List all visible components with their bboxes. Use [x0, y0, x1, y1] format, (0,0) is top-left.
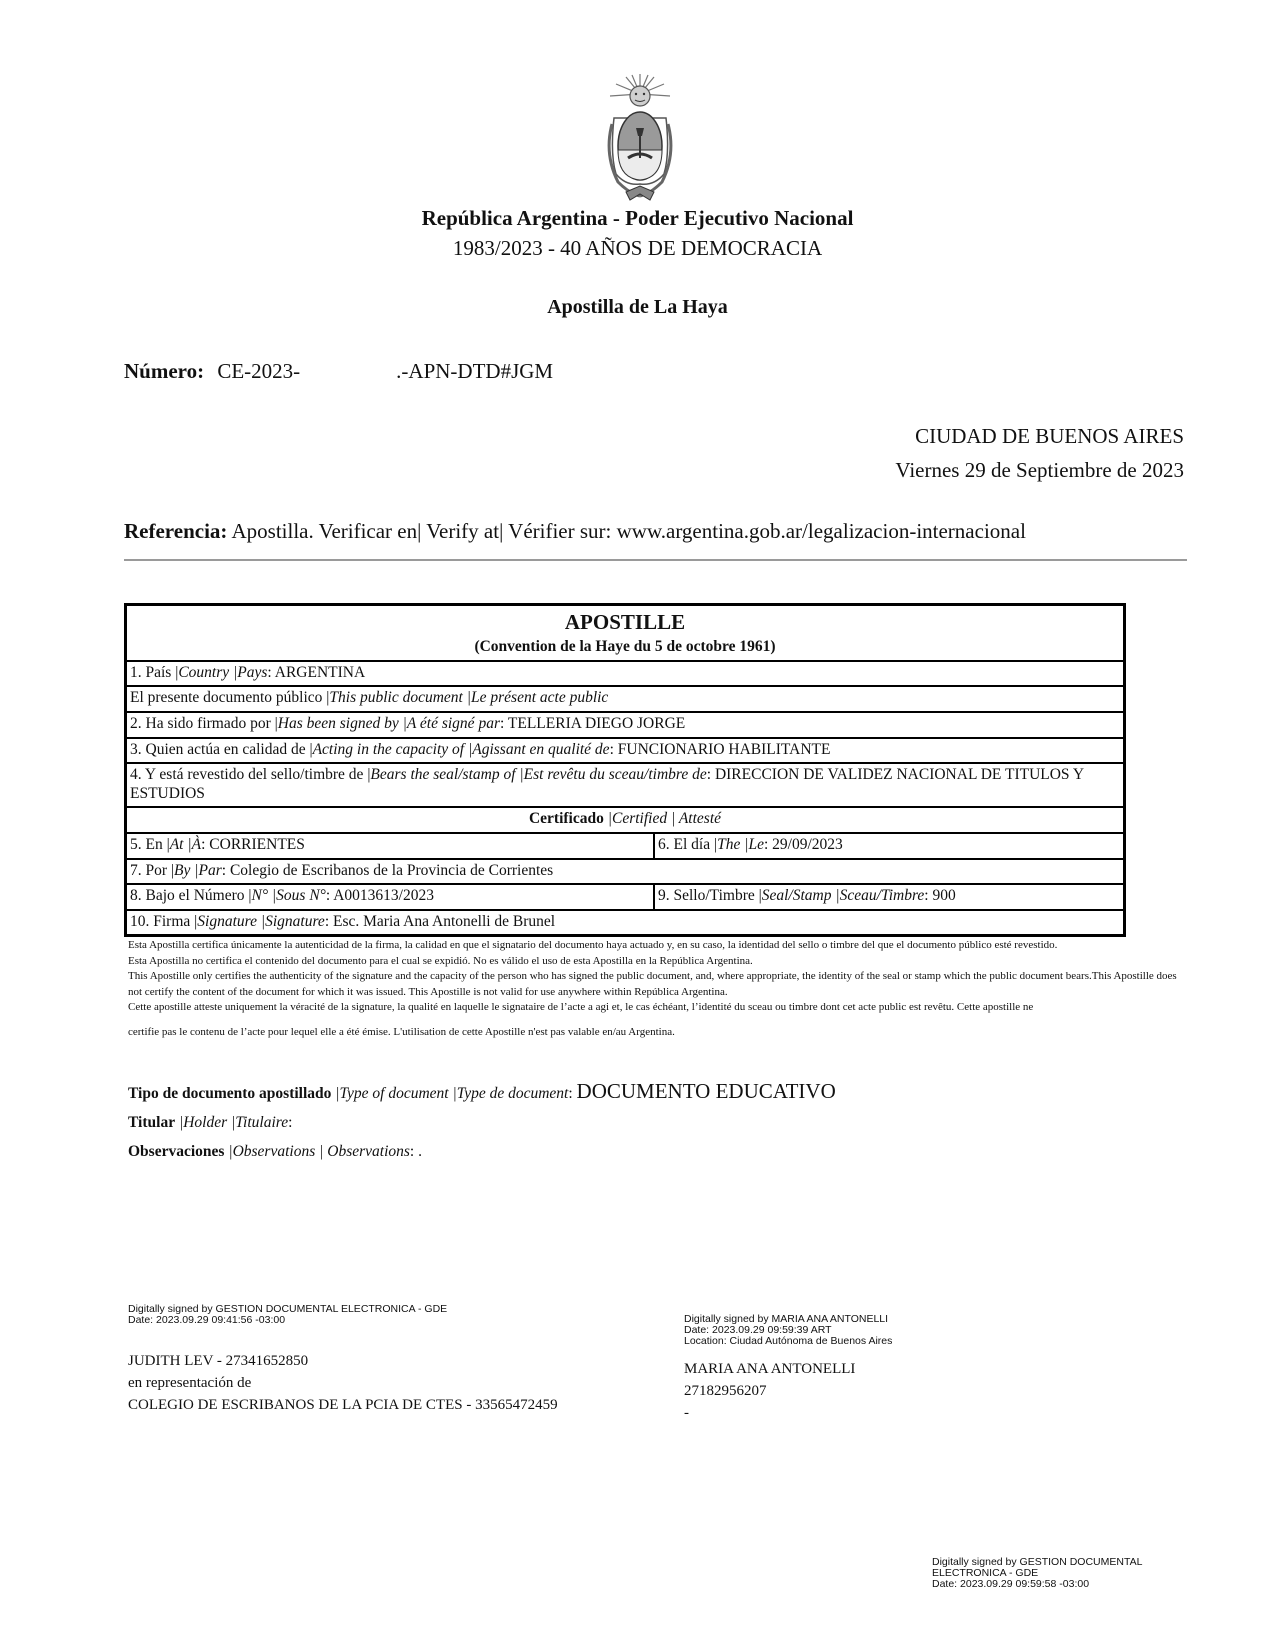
place-value: CORRIENTES [209, 835, 305, 853]
certified-label: Certificado [528, 810, 604, 828]
dig-line: Date: 2023.09.29 09:59:39 ART [684, 1324, 832, 1336]
label-es: 6. El día | [658, 835, 718, 853]
obs-value: . [414, 1143, 422, 1160]
reference-label: Referencia: [124, 519, 228, 543]
label-en: Seal/Stamp | [761, 887, 840, 905]
disclaimer-es-1: Esta Apostilla certifica únicamente la autenticidad de la firma, la calidad en que el signatario del documento haya actuado y, en su caso, la identidad del sello o timbre del que el documento público esté revestido. [128, 939, 1058, 951]
separator: : [499, 714, 508, 732]
separator: : [324, 912, 333, 930]
signature-value: Esc. Maria Ana Antonelli de Brunel [333, 912, 556, 930]
issue-city: CIUDAD DE BUENOS AIRES [915, 424, 1184, 448]
label-fr: À [191, 835, 202, 853]
titular-alt: |Holder |Titulaire [175, 1114, 289, 1131]
separator: : [924, 887, 933, 905]
row-by [127, 858, 1123, 884]
label-fr: Le [748, 835, 764, 853]
row-capacity [127, 737, 1123, 763]
separator: : [763, 835, 773, 853]
row-signature [127, 909, 1123, 935]
separator: : [325, 887, 334, 905]
label-en: Acting in the capacity of | [312, 740, 473, 758]
dig-line: Date: 2023.09.29 09:59:58 -03:00 [932, 1578, 1090, 1590]
label-en: By | [174, 861, 199, 879]
titular-label: Titular [128, 1114, 176, 1131]
separator: : [267, 663, 275, 681]
signer-line: 27182956207 [684, 1383, 767, 1399]
label-en: Country | [178, 663, 238, 681]
label-es: 2. Ha sido firmado por | [130, 714, 278, 732]
cell-place [127, 834, 655, 858]
digital-signature-2 [684, 1314, 892, 1347]
label-es: 5. En | [130, 835, 170, 853]
disclaimer-fr-1: Cette apostille atteste uniquement la véracité de la signature, la qualité en laquelle le signataire de l’acte a agi et, le cas échéant, l’identité du sceau ou timbre dont cet acte public est revêtu. Cette apostille ne [128, 1001, 1034, 1013]
label-fr: Pays [237, 663, 268, 681]
separator: : [288, 1114, 293, 1131]
capacity-value: FUNCIONARIO HABILITANTE [617, 740, 831, 758]
label-fr: Sous N° [276, 887, 326, 905]
row-signed-by [127, 711, 1123, 737]
dig-line: Digitally signed by GESTION DOCUMENTAL ELECTRONICA - GDE [128, 1303, 448, 1315]
separator: : [706, 766, 715, 784]
row-number-stamp [127, 883, 1123, 909]
label-fr: Le présent acte public [471, 689, 609, 707]
dig-line: Digitally signed by GESTION DOCUMENTAL [932, 1556, 1143, 1568]
disclaimer-en: This Apostille only certifies the authenticity of the signature and the capacity of the person who has signed the public document, and, where appropriate, the identity of the seal or stamp which the public document bears.This Apostille does not certify the content of the document for which it was issued. This Apostille is not valid for use anywhere within República Argentina. [128, 970, 1177, 998]
label-es: 9. Sello/Timbre | [658, 887, 762, 905]
digital-signature-1 [128, 1304, 447, 1326]
row-place-date [127, 832, 1123, 858]
label-en: N° | [251, 887, 277, 905]
signer-name: MARIA ANA ANTONELLI [684, 1361, 856, 1377]
reference-text: Apostilla. Verificar en| Verify at| Vérifier sur: www.argentina.gob.ar/legalizacion-internacional [231, 519, 1026, 543]
label-es: El presente documento público | [130, 689, 330, 707]
row-country [127, 660, 1123, 686]
label-es: 4. Y está revestido del sello/timbre de | [130, 766, 371, 784]
dig-line: Location: Ciudad Autónoma de Buenos Aires [684, 1335, 893, 1347]
separator: : [409, 1143, 415, 1160]
header-subtitle: 1983/2023 - 40 AÑOS DE DEMOCRACIA [452, 236, 823, 260]
signer-line: COLEGIO DE ESCRIBANOS DE LA PCIA DE CTES - 33565472459 [128, 1397, 558, 1413]
cell-number [127, 885, 655, 909]
label-en: |Certified | [603, 810, 679, 828]
issue-date: Viernes 29 de Septiembre de 2023 [895, 458, 1184, 482]
numero-label: Número: [124, 359, 205, 383]
dig-line: Digitally signed by MARIA ANA ANTONELLI [684, 1313, 889, 1325]
label-es: 3. Quien actúa en calidad de | [130, 740, 313, 758]
separator: : [221, 861, 230, 879]
label-fr: Agissant en qualité de [472, 740, 610, 758]
disclaimer-fr-2: certifie pas le contenu de l’acte pour lequel elle a été émise. L'utilisation de cette Apostille n'est pas valable en/au Argentina. [128, 1025, 675, 1038]
label-es: 10. Firma | [130, 912, 198, 930]
apostille-title: APOSTILLE [564, 610, 686, 634]
document-title: Apostilla de La Haya [547, 296, 728, 318]
label-en: Signature | [197, 912, 266, 930]
divider [124, 559, 1187, 561]
stamp-value: 900 [932, 887, 956, 905]
separator: : [201, 835, 210, 853]
seal-value: DIRECCION DE VALIDEZ NACIONAL DE TITULOS Y ESTUDIOS [130, 766, 1084, 802]
numero-prefix: CE-2023- [217, 359, 301, 383]
label-en: At | [169, 835, 192, 853]
country-value: ARGENTINA [274, 663, 366, 681]
tipo-label: Tipo de documento apostillado [128, 1085, 332, 1102]
label-es: 7. Por | [130, 861, 175, 879]
label-es: 8. Bajo el Número | [130, 887, 252, 905]
obs-label: Observaciones [128, 1143, 225, 1160]
label-fr: Attesté [678, 810, 722, 828]
signer-line: en representación de [128, 1375, 252, 1391]
label-en: The | [717, 835, 749, 853]
dig-line: ELECTRONICA - GDE [932, 1567, 1039, 1579]
header-title: República Argentina - Poder Ejecutivo Nacional [421, 206, 854, 230]
disclaimer [128, 938, 1178, 1040]
signer-name: JUDITH LEV - 27341652850 [128, 1353, 309, 1369]
date-value: 29/09/2023 [772, 835, 843, 853]
label-fr: Signature [265, 912, 325, 930]
signer-1 [128, 1350, 558, 1416]
reference [124, 519, 1026, 544]
apostille-convention: (Convention de la Haye du 5 de octobre 1961) [474, 638, 776, 656]
signer-2 [684, 1358, 855, 1424]
document-type [128, 1079, 836, 1104]
disclaimer-es-2: Esta Apostilla no certifica el contenido del documento para el cual se expidió. No es válido el uso de esta Apostilla en la República Argentina. [128, 954, 753, 967]
digital-signature-3 [932, 1557, 1142, 1590]
separator: : [568, 1085, 577, 1102]
holder [128, 1114, 292, 1132]
label-en: Bears the seal/stamp of | [370, 766, 524, 784]
signed-by-value: TELLERIA DIEGO JORGE [507, 714, 686, 732]
numero-suffix: .-APN-DTD#JGM [396, 359, 554, 383]
cell-date [655, 834, 1123, 858]
tipo-value: DOCUMENTO EDUCATIVO [576, 1079, 836, 1103]
label-fr: A été signé par [406, 714, 500, 732]
apostille-table [124, 603, 1126, 937]
separator: : [609, 740, 618, 758]
signer-line: - [684, 1405, 689, 1421]
coat-of-arms-icon [602, 74, 678, 202]
label-fr: Par [198, 861, 222, 879]
label-en: Has been signed by | [277, 714, 407, 732]
dig-line: Date: 2023.09.29 09:41:56 -03:00 [128, 1314, 286, 1326]
observations [128, 1143, 422, 1161]
obs-alt: |Observations | Observations [224, 1143, 410, 1160]
row-public-document [127, 685, 1123, 711]
document-number [124, 359, 553, 384]
apostille-header [127, 606, 1123, 660]
row-seal [127, 762, 1123, 806]
number-value: A0013613/2023 [333, 887, 434, 905]
label-es: 1. País | [130, 663, 179, 681]
label-fr: Sceau/Timbre [839, 887, 925, 905]
row-certified [127, 806, 1123, 832]
by-value: Colegio de Escribanos de la Provincia de Corrientes [229, 861, 554, 879]
tipo-alt: |Type of document |Type de document [331, 1085, 569, 1102]
label-en: This public document | [329, 689, 471, 707]
label-fr: Est revêtu du sceau/timbre de [523, 766, 707, 784]
cell-stamp [655, 885, 1123, 909]
